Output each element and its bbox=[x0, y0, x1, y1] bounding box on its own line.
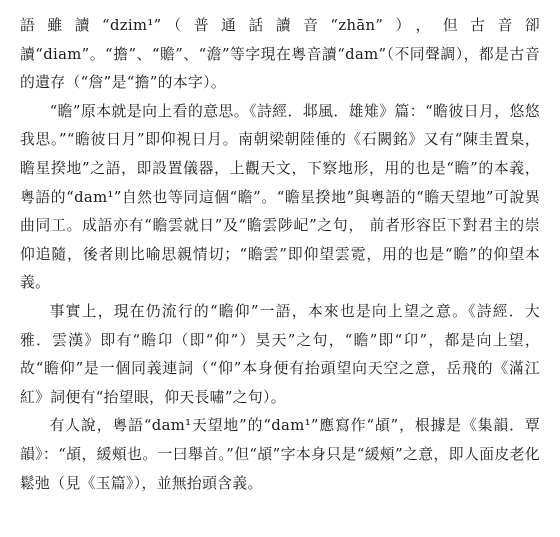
paragraph-4: 有人說，粵語“dam¹天望地”的“dam¹”應寫作“頕”，根據是《集韻．覃韻》：“頕，緩頰也。一曰舉首。”但“頕”字本身只是“緩頰”之意，即人面皮老化鬆弛（見《玉篇》），並無抬頭含義。 bbox=[20, 417, 540, 492]
paragraph-3: 事實上，現在仍流行的“瞻仰”一語，本來也是向上望之意。《詩經．大雅．雲漢》即有“瞻卬（即“仰”）昊天”之句，“瞻”即“卬”，都是向上望，故“瞻仰”是一個同義連詞（“仰”本身便有抬頭望向天空之意，岳飛的《滿江紅》詞便有“抬望眼，仰天長嘯”之句）。 bbox=[20, 302, 540, 406]
paragraph-2: “瞻”原本就是向上看的意思。《詩經．邶風．雄雉》篇：“瞻彼日月，悠悠我思。”“瞻彼日月”即仰視日月。南朝梁朝陸倕的《石闕銘》又有“陳圭置臬，瞻星揆地”之語，即設置儀器，上觀天文，下察地形，用的也是“瞻”的本義，粵語的“dam¹”自然也等同這個“瞻”。“瞻星揆地”與粵語的“瞻天望地”可說異曲同工。成語亦有“瞻雲就日”及“瞻雲陟屺”之句， 前者形容臣下對君主的崇仰追隨，後者則比喻思親情切；“瞻雲”即仰望雲霓，用的也是“瞻”的仰望本義。 bbox=[20, 102, 540, 292]
paragraph-1: 語雖讀“dzim¹”（普通話讀音“zhān”），但古音卻讀“diam”。“擔”、“贍”、“澹”等字現在粵音讀“dam”（不同聲調），都是古音的遺存（“詹”是“擔”的本字）。 bbox=[20, 17, 540, 92]
